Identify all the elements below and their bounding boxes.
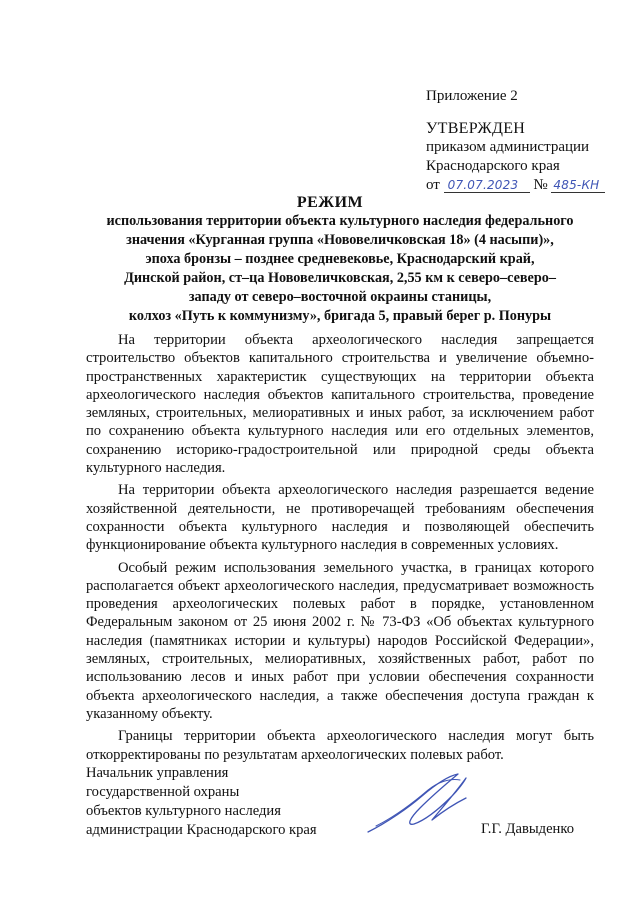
subtitle-line: Динской район, ст–ца Нововеличковская, 2,55 км к северо–северо– [124,270,556,286]
approved-title: УТВЕРЖДЕН [426,120,526,137]
signer-position [86,764,317,840]
subtitle-line: западу от северо–восточной окраины станицы, [188,289,492,305]
document-title: РЕЖИМ [296,194,364,211]
order-line [426,176,605,195]
approval-stamp [426,119,605,195]
signer-name: Г.Г. Давыденко [481,821,575,837]
appendix-label: Приложение 2 [426,88,518,104]
order-number: 485-КН [551,178,605,193]
subtitle-line: значения «Курганная группа «Нововеличковская 18» (4 насыпи)», [126,232,554,248]
body-paragraph: Границы территории объекта археологического наследия могут быть откорректированы по результатам археологических полевых работ. [86,728,594,763]
body-paragraph: На территории объекта археологического наследия разрешается ведение хозяйственной деятельности, не противоречащей требованиям обеспечения сохранности объекта культурного наследия и позволяющей обеспечить функционирование объекта культурного наследия в современных условиях. [86,482,594,554]
order-prefix: от [426,177,440,193]
subtitle-line: эпоха бронзы – позднее средневековье, Краснодарский край, [145,251,535,267]
signer-position-line: государственной охраны [86,784,240,800]
signer-position-line: объектов культурного наследия [86,803,281,819]
signer-position-line: администрации Краснодарского края [86,822,317,838]
approved-line: Краснодарского края [426,158,560,174]
order-number-sign: № [533,177,548,193]
document-body [86,331,594,768]
signature-stroke [368,774,466,832]
order-date: 07.07.2023 [444,178,530,193]
approved-line: приказом администрации [426,139,590,155]
body-paragraph: На территории объекта археологического наследия запрещается строительство объектов капитального строительства и увеличение объемно-пространственных характеристик существующих на территории объекта археологического наследия объектов капитального строительства, проведение земляных, строительных, мелиоративных и иных работ, за исключением работ по сохранению объекта культурного наследия или его отдельных элементов, сохранению историко-градостроительной или природной среды объекта культурного наследия. [86,332,594,477]
signature-stroke [376,779,460,826]
subtitle-line: использования территории объекта культурного наследия федерального [106,213,574,229]
subtitle-line: колхоз «Путь к коммунизму», бригада 5, правый берег р. Понуры [128,308,552,324]
handwritten-signature [362,768,474,840]
signer-position-line: Начальник управления [86,765,229,781]
document-subtitle [60,212,620,326]
body-paragraph: Особый режим использования земельного участка, в границах которого располагается объект археологического наследия, предусматривает возможность проведения археологических полевых работ в порядке, установленном Федеральным законом от 25 июня 2002 г. № 73-ФЗ «Об объектах культурного наследия (памятниках истории и культуры) народов Российской Федерации», земляных, строительных, мелиоративных, хозяйственных работ, работ по использованию лесов и иных работ при условии обеспечения сохранности объекта археологического наследия, а также обеспечения доступа граждан к указанному объекту. [86,559,594,722]
